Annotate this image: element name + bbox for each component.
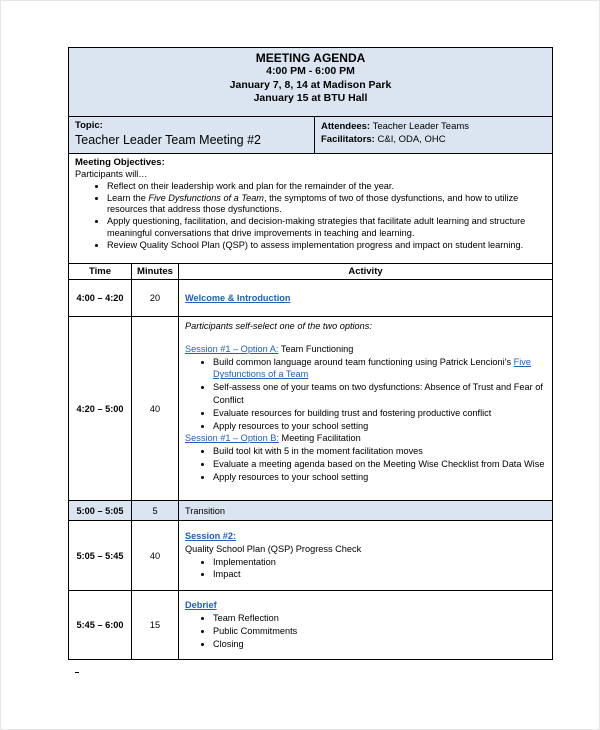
list-item: • Closing: [213, 638, 552, 651]
list-item: • Evaluate a meeting agenda based on the Meeting Wise Checklist from Data Wise: [213, 458, 552, 471]
meeting-time: 4:00 PM - 6:00 PM: [266, 65, 355, 77]
row-time: 4:20 – 5:00: [69, 317, 132, 501]
objectives-section: [69, 154, 552, 264]
objective-text: Apply questioning, facilitation, and decision-making strategies that facilitate adult learning and structure meaningful conversations that drive improvements in teaching and learning.: [107, 216, 526, 238]
objective-item: [107, 193, 546, 217]
col-time: Time: [69, 264, 132, 280]
objective-item: [107, 216, 546, 240]
attendees-label: Attendees:: [321, 121, 371, 132]
schedule-header-row: [69, 264, 552, 280]
list-item: • Apply resources to your school setting: [213, 471, 552, 484]
row-minutes: 40: [132, 317, 179, 501]
col-activity: Activity: [179, 264, 553, 280]
row-minutes: 40: [132, 521, 179, 591]
schedule-table: [69, 264, 552, 659]
session-2-link[interactable]: Session #2:: [185, 530, 237, 541]
book-link[interactable]: Five Dysfunctions of a Team: [213, 356, 532, 380]
row-minutes: 5: [132, 501, 179, 521]
info-row: [69, 117, 552, 154]
item-text: Apply resources to your school setting: [213, 420, 369, 431]
row-time: 4:00 – 4:20: [69, 280, 132, 317]
debrief-list: [185, 612, 552, 650]
topic-value: Teacher Leader Team Meeting #2: [75, 133, 261, 147]
row-activity: [179, 591, 553, 659]
meeting-dates-2: January 15 at BTU Hall: [253, 92, 368, 104]
facilitators-label: Facilitators:: [321, 134, 375, 145]
list-item: • Impact: [213, 568, 552, 581]
topic-cell: [69, 117, 315, 153]
row-time: 5:45 – 6:00: [69, 591, 132, 659]
row-minutes: 20: [132, 280, 179, 317]
list-item: [213, 356, 552, 382]
objective-item: [107, 181, 546, 193]
option-b-list: [185, 445, 552, 483]
debrief-link[interactable]: Debrief: [185, 600, 217, 611]
agenda-title: MEETING AGENDA: [255, 51, 366, 65]
list-item: [213, 420, 552, 433]
row-activity: [179, 521, 553, 591]
option-b-title: Meeting Facilitation: [278, 433, 361, 444]
option-b-link[interactable]: Session #1 – Option B:: [185, 433, 279, 444]
option-a-title: Team Functioning: [278, 343, 354, 354]
row-time: 5:05 – 5:45: [69, 521, 132, 591]
objective-text: Review Quality School Plan (QSP) to assess implementation progress and impact on student learning.: [107, 239, 524, 250]
row-time: 5:00 – 5:05: [69, 501, 132, 521]
objectives-label: Meeting Objectives:: [75, 157, 165, 168]
welcome-link[interactable]: Welcome & Introduction: [185, 293, 291, 303]
option-a-heading: [185, 343, 552, 356]
facilitators-line: [321, 133, 552, 146]
objective-text-end: , the symptoms of two of those dysfunctions, and how to utilize resources that address those dysfunctions.: [107, 192, 519, 215]
people-cell: [315, 117, 552, 153]
agenda-document: [68, 47, 553, 660]
option-b-heading: [185, 432, 552, 445]
option-a-link[interactable]: Session #1 – Option A:: [185, 343, 279, 354]
session-2-title: Quality School Plan (QSP) Progress Check: [185, 543, 362, 554]
item-text: Evaluate resources for building trust and fostering productive conflict: [213, 407, 492, 418]
col-minutes: Minutes: [132, 264, 179, 280]
table-row: [69, 280, 552, 317]
session-2-heading: [185, 530, 552, 543]
attendees-line: [321, 120, 552, 133]
meeting-dates-1: January 7, 8, 14 at Madison Park: [229, 78, 392, 91]
list-item: • Team Reflection: [213, 612, 552, 625]
item-text: Build common language around team functioning using Patrick Lencioni’s: [213, 356, 514, 367]
topic-label: Topic:: [75, 120, 103, 131]
options-intro: Participants self-select one of the two options:: [185, 321, 372, 331]
objective-text: Learn the: [107, 192, 149, 203]
row-activity: [179, 317, 553, 501]
objective-book-title: Five Dysfunctions of a Team: [148, 192, 264, 203]
row-activity: Transition: [179, 501, 553, 521]
list-item: • Public Commitments: [213, 625, 552, 638]
objectives-intro: Participants will…: [75, 169, 148, 179]
list-item: • Implementation: [213, 556, 552, 569]
row-minutes: 15: [132, 591, 179, 659]
list-item: [213, 407, 552, 420]
agenda-header: [69, 48, 552, 117]
list-item: • Build tool kit with 5 in the moment facilitation moves: [213, 445, 552, 458]
list-item: [213, 381, 552, 407]
objective-item: [107, 240, 546, 252]
footer-mark: [75, 672, 79, 673]
debrief-heading: [185, 599, 552, 612]
table-row: [69, 501, 552, 521]
objectives-list: [75, 181, 546, 252]
table-row: [69, 591, 552, 659]
row-activity: [179, 280, 553, 317]
item-text: Self-assess one of your teams on two dysfunctions: Absence of Trust and Fear of Conflict: [213, 382, 543, 405]
objective-text: Reflect on their leadership work and plan for the remainder of the year.: [107, 180, 395, 191]
attendees-value: Teacher Leader Teams: [372, 121, 470, 132]
option-a-list: [185, 356, 552, 433]
table-row: [69, 521, 552, 591]
table-row: [69, 317, 552, 501]
session-2-list: [185, 556, 552, 582]
facilitators-value: C&I, ODA, OHC: [377, 134, 446, 145]
